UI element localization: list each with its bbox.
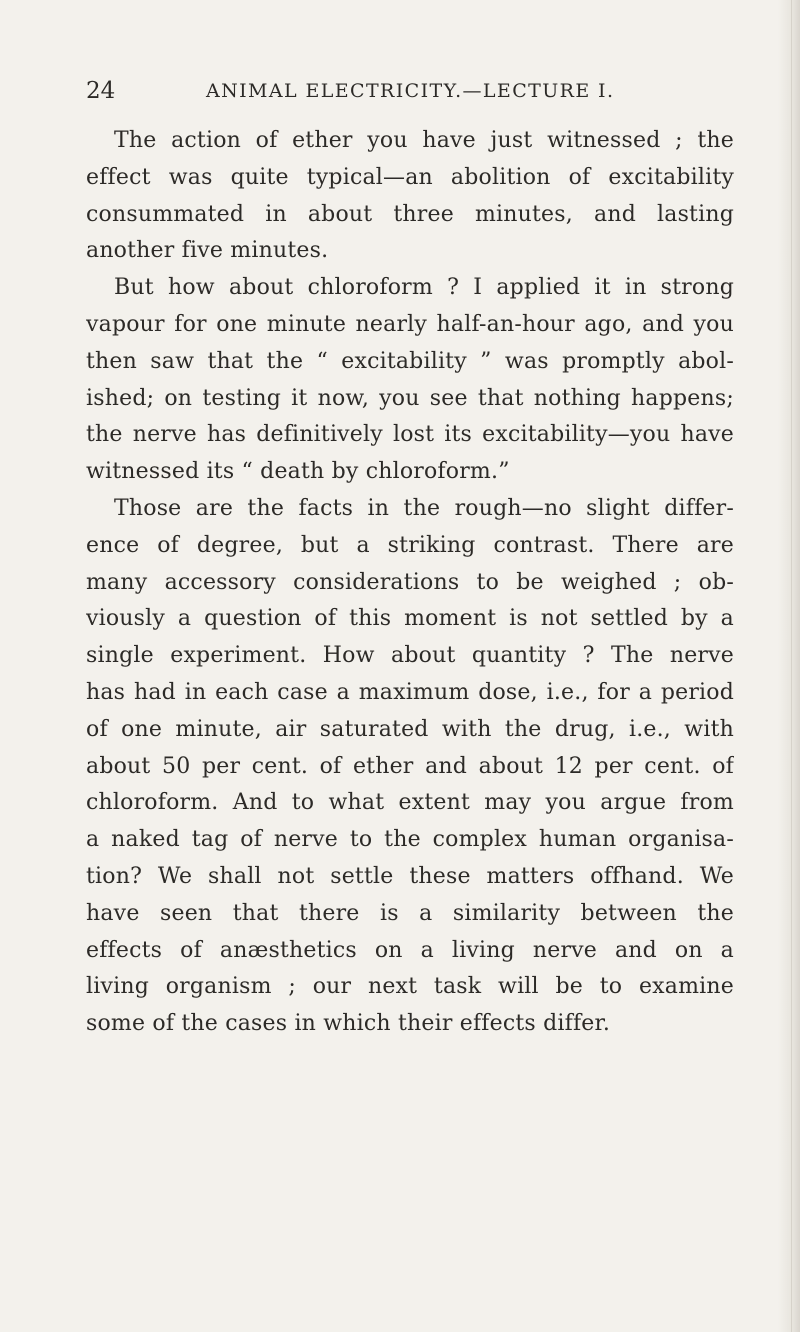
text-line: effect was quite typical—an abolition of excitability [86, 164, 734, 190]
text-line: has had in each case a maximum dose, i.e., for a period [86, 679, 734, 705]
text-line: single experiment. How about quantity ? The nerve [86, 643, 734, 669]
page-header [86, 78, 706, 112]
text-line: about 50 per cent. of ether and about 12 per cent. of [86, 753, 734, 779]
text-line: ence of degree, but a striking contrast. There are [86, 532, 734, 558]
text-line: witnessed its “ death by chloroform.” [86, 459, 510, 485]
text-line: The action of ether you have just witnessed ; the [114, 128, 734, 153]
text-line: vapour for one minute nearly half-an-hour ago, and you [86, 311, 734, 337]
text-line: But how about chloroform ? I applied it in strong [114, 275, 734, 301]
body-text [86, 123, 734, 1043]
text-line: a naked tag of nerve to the complex human organisa- [86, 827, 734, 853]
text-line: have seen that there is a similarity between the [86, 900, 734, 926]
text-line: effects of anæsthetics on a living nerve and on a [86, 937, 734, 963]
text-line: another five minutes. [86, 238, 329, 264]
text-line: tion? We shall not settle these matters offhand. We [86, 863, 734, 889]
text-line: viously a question of this moment is not settled by a [86, 606, 734, 632]
text-line: some of the cases in which their effects differ. [86, 1011, 611, 1037]
text-line: the nerve has definitively lost its excitability—you have [86, 422, 734, 448]
text-line: chloroform. And to what extent may you argue from [86, 790, 734, 816]
page-number: 24 [86, 78, 116, 104]
text-line: living organism ; our next task will be to examine [86, 974, 734, 1000]
text-line: ished; on testing it now, you see that nothing happens; [86, 385, 734, 411]
page-edge-shadow [778, 0, 800, 1332]
text-line: consummated in about three minutes, and lasting [86, 201, 734, 227]
page-edge-line [791, 0, 792, 1332]
running-head: ANIMAL ELECTRICITY.—LECTURE I. [206, 80, 615, 102]
text-line: of one minute, air saturated with the drug, i.e., with [86, 716, 734, 742]
text-line: Those are the facts in the rough—no slight differ- [114, 495, 734, 521]
text-line: many accessory considerations to be weighed ; ob- [86, 569, 734, 595]
text-line: then saw that the “ excitability ” was promptly abol- [86, 348, 734, 374]
